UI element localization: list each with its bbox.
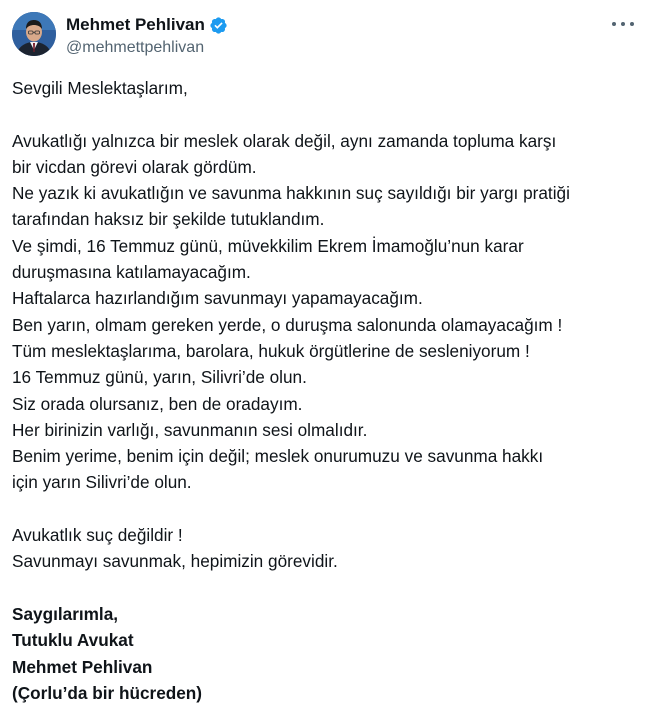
author-info	[66, 14, 228, 59]
display-name-row	[66, 14, 228, 36]
paragraph-gap	[12, 101, 642, 127]
text-line: Ben yarın, olmam gereken yerde, o duruşma salonunda olamayacağım !	[12, 314, 563, 335]
text-line: Benim yerime, benim için değil; meslek onurumuzu ve savunma hakkı	[12, 446, 544, 467]
text-line: Haftalarca hazırlandığım savunmayı yapamayacağım.	[12, 288, 423, 309]
avatar[interactable]	[12, 12, 56, 56]
dot	[621, 22, 625, 26]
greeting-line: Sevgili Meslektaşlarım,	[12, 78, 188, 98]
paragraph-gap	[12, 496, 642, 522]
avatar-portrait-icon	[12, 12, 56, 56]
text-line: Tüm meslektaşlarıma, barolara, hukuk örgütlerine de sesleniyorum !	[12, 340, 530, 361]
text-line: tarafından haksız bir şekilde tutuklandım.	[12, 209, 325, 230]
signature-line: Saygılarımla,	[12, 603, 119, 624]
text-line: bir vicdan görevi olarak gördüm.	[12, 156, 257, 177]
text-line: Siz orada olursanız, ben de oradayım.	[12, 393, 303, 414]
dot	[612, 22, 616, 26]
text-line: Ve şimdi, 16 Temmuz günü, müvekkilim Ekrem İmamoğlu’nun karar	[12, 235, 524, 256]
user-handle[interactable]: @mehmettpehlivan	[66, 39, 205, 56]
closing-line: Savunmayı savunmak, hepimizin görevidir.	[12, 551, 338, 572]
text-line: Avukatlığı yalnızca bir meslek olarak değil, aynı zamanda topluma karşı	[12, 130, 557, 151]
signature-line: Mehmet Pehlivan	[12, 656, 153, 677]
text-line: için yarın Silivri’de olun.	[12, 472, 192, 493]
text-line: Ne yazık ki avukatlığın ve savunma hakkının suç sayıldığı bir yargı pratiği	[12, 183, 570, 204]
paragraph-gap	[12, 575, 642, 601]
tweet-text	[12, 75, 642, 706]
verified-badge-icon[interactable]	[209, 16, 228, 35]
more-options-icon[interactable]	[612, 16, 634, 32]
tweet-header	[12, 12, 634, 60]
closing-line: Avukatlık suç değildir !	[12, 525, 183, 546]
text-line: Her birinizin varlığı, savunmanın sesi olmalıdır.	[12, 419, 368, 440]
signature-line: (Çorlu’da bir hücreden)	[12, 682, 203, 703]
display-name[interactable]: Mehmet Pehlivan	[66, 15, 205, 34]
dot	[630, 22, 634, 26]
signature-line: Tutuklu Avukat	[12, 630, 134, 651]
text-line: duruşmasına katılamayacağım.	[12, 262, 251, 283]
text-line: 16 Temmuz günü, yarın, Silivri’de olun.	[12, 367, 307, 388]
